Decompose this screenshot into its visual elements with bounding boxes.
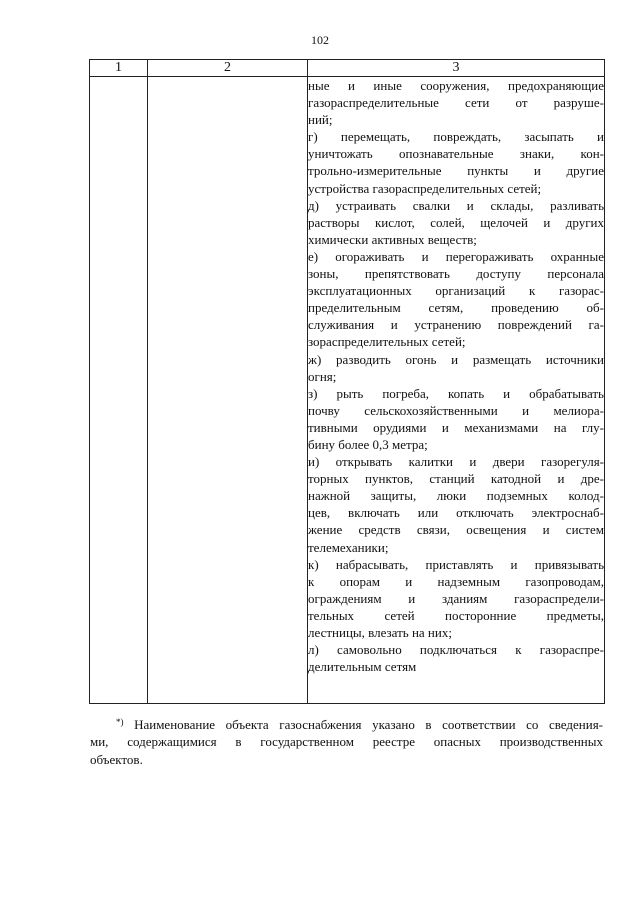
text-line: л) самовольно подключаться к газораспре- xyxy=(308,642,604,658)
text-line: ограждениям и зданиям газораспредели- xyxy=(308,590,604,606)
text-line: к) набрасывать, приставлять и привязывать xyxy=(308,556,604,572)
text-line: ний; xyxy=(308,112,333,128)
text-line: тивными орудиями и механизмами на глу- xyxy=(308,419,604,435)
text-line: трольно-измерительные пункты и другие xyxy=(308,163,604,179)
text-line: жение средств связи, освещения и систем xyxy=(308,522,604,538)
text-line: г) перемещать, повреждать, засыпать и xyxy=(308,129,604,145)
footnote xyxy=(90,714,603,768)
text-line: огня; xyxy=(308,368,337,384)
text-line: д) устраивать свалки и склады, разливать xyxy=(308,197,604,213)
column-3-cell xyxy=(308,77,605,704)
column-header-1: 1 xyxy=(90,60,148,77)
document-table xyxy=(89,59,605,704)
text-line: служивания и устранению повреждений га- xyxy=(308,317,604,333)
column-header-3: 3 xyxy=(308,60,605,77)
text-line: растворы кислот, солей, щелочей и других xyxy=(308,214,604,230)
text-line: торных пунктов, станций катодной и дре- xyxy=(308,471,604,487)
text-line: пределительным сетям, проведению об- xyxy=(308,300,604,316)
text-line: з) рыть погреба, копать и обрабатывать xyxy=(308,385,604,401)
text-line: ные и иные сооружения, предохраняющие xyxy=(308,78,604,93)
text-line: эксплуатационных организаций к газорас- xyxy=(308,283,604,299)
column-2-cell xyxy=(148,77,308,704)
text-line: тельных сетей посторонние предметы, xyxy=(308,607,604,623)
footnote-line: ми, содержащимися в государственном реестре опасных производственных xyxy=(90,734,603,750)
text-line: цев, включать или отключать электроснаб- xyxy=(308,505,604,521)
text-line: зоны, препятствовать доступу персонала xyxy=(308,266,604,282)
text-line: к опорам и надземным газопроводам, xyxy=(308,573,604,589)
text-line: почву сельскохозяйственными и мелиора- xyxy=(308,402,604,418)
text-line: е) огораживать и перегораживать охранные xyxy=(308,248,604,264)
column-1-cell xyxy=(90,77,148,704)
text-line: химически активных веществ; xyxy=(308,231,477,247)
text-line: газораспределительные сети от разруше- xyxy=(308,95,604,111)
text-line: бину более 0,3 метра; xyxy=(308,436,428,452)
footnote-text: Наименование объекта газоснабжения указано в соответствии со сведения- xyxy=(134,717,603,732)
text-line: нажной защиты, люки подземных колод- xyxy=(308,488,604,504)
column-header-2: 2 xyxy=(148,60,308,77)
footnote-line: объектов. xyxy=(90,751,143,767)
text-line: зораспределительных сетей; xyxy=(308,334,466,350)
text-line: лестницы, влезать на них; xyxy=(308,625,452,640)
text-line: и) открывать калитки и двери газорегуля- xyxy=(308,454,604,470)
text-line: телемеханики; xyxy=(308,539,389,555)
text-line: устройства газораспределительных сетей; xyxy=(308,180,542,196)
text-line: ж) разводить огонь и размещать источники xyxy=(308,351,604,367)
footnote-line xyxy=(90,714,603,733)
text-line: делительным сетям xyxy=(308,659,417,675)
table-row xyxy=(90,77,605,704)
text-line: уничтожать опознавательные знаки, кон- xyxy=(308,146,604,162)
page-number: 102 xyxy=(311,33,329,47)
table-header-row xyxy=(90,60,605,77)
footnote-marker: *) xyxy=(116,717,124,727)
